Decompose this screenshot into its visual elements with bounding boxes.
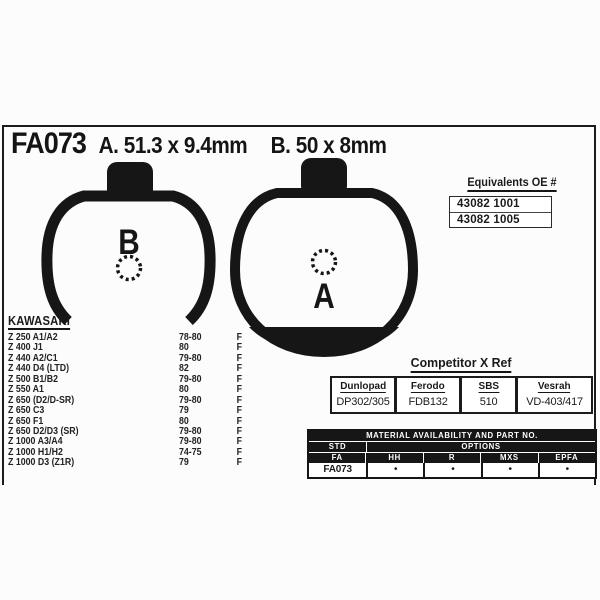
fitment-rows <box>8 333 260 469</box>
fitment-years: 79-80 <box>179 352 202 364</box>
fitment-model: Z 250 A1/A2 <box>8 332 58 343</box>
fitment-position: F <box>236 342 242 354</box>
oe-equivalents-section <box>443 177 581 228</box>
competitor-column-header: Dunlopad <box>340 380 387 392</box>
fitment-model: Z 440 D4 (LTD) <box>8 363 70 375</box>
page-title <box>11 127 387 161</box>
material-option-column: MXS <box>481 453 537 463</box>
fitment-years: 82 <box>179 363 189 375</box>
fitment-years: 79-80 <box>179 373 202 385</box>
fitment-years: 79-80 <box>179 394 202 406</box>
pad-b-label: B <box>118 222 140 262</box>
pad-a-label: A <box>313 276 335 316</box>
dimension-a: A. 51.3 x 9.4mm <box>98 132 248 158</box>
oe-equivalents-table <box>449 196 552 228</box>
fitment-model: Z 1000 A3/A4 <box>8 436 63 448</box>
fitment-years: 79 <box>179 405 189 417</box>
material-availability-table <box>307 429 597 479</box>
material-column-headers <box>309 453 595 463</box>
fitment-brand-heading: KAWASAKI <box>8 314 71 328</box>
availability-dot: • <box>481 463 538 477</box>
fitment-row <box>8 406 260 416</box>
part-number: FA073 <box>11 127 87 160</box>
competitor-xref-section <box>330 355 593 414</box>
material-values-row <box>309 463 595 477</box>
competitor-column-header: SBS <box>459 378 515 394</box>
fitment-model: Z 440 A2/C1 <box>8 352 58 364</box>
fitment-position: F <box>236 394 242 406</box>
material-table-title: MATERIAL AVAILABILITY AND PART NO. <box>309 431 595 441</box>
fitment-years: 80 <box>179 342 189 354</box>
competitor-part-number: FDB132 <box>394 394 459 412</box>
fitment-row <box>8 375 260 385</box>
fitment-position: F <box>236 457 242 469</box>
material-table-group-row <box>309 442 595 452</box>
fitment-model: Z 500 B1/B2 <box>8 373 58 385</box>
oe-number: 43082 1005 <box>450 212 551 227</box>
oe-number: 43082 1001 <box>457 198 520 210</box>
competitor-part-number: VD-403/417 <box>515 394 591 412</box>
fitment-years: 79-80 <box>179 425 202 437</box>
fitment-model: Z 650 C3 <box>8 405 45 417</box>
fitment-row <box>8 396 260 406</box>
fitment-position: F <box>236 352 242 364</box>
fitment-model: Z 400 J1 <box>8 342 43 354</box>
fitment-years: 80 <box>179 415 189 427</box>
fitment-position: F <box>236 405 242 417</box>
material-part-number: FA073 <box>323 464 352 475</box>
fitment-years: 78-80 <box>179 332 202 343</box>
fitment-row <box>8 333 260 343</box>
oe-equivalents-heading: Equivalents OE # <box>443 177 581 192</box>
availability-dot: • <box>423 463 480 477</box>
availability-dot: • <box>538 463 595 477</box>
material-option-column: R <box>424 453 480 463</box>
competitor-part-number: DP302/305 <box>336 396 390 408</box>
fitment-position: F <box>236 415 242 427</box>
std-group-header: STD <box>309 442 366 452</box>
fitment-model: Z 650 F1 <box>8 415 44 427</box>
fitment-model: Z 1000 D3 (Z1R) <box>8 457 75 469</box>
fitment-position: F <box>236 436 242 448</box>
fitment-model: Z 550 A1 <box>8 384 44 396</box>
fitment-model: Z 650 D2/D3 (SR) <box>8 425 79 437</box>
fitment-model: Z 1000 H1/H2 <box>8 446 63 458</box>
fitment-years: 80 <box>179 384 189 396</box>
material-std-column: FA <box>309 453 365 463</box>
fitment-years: 74-75 <box>179 446 202 458</box>
fitment-position: F <box>236 384 242 396</box>
material-option-column: EPFA <box>539 453 595 463</box>
fitment-years: 79-80 <box>179 436 202 448</box>
fitment-position: F <box>236 332 242 343</box>
fitment-row <box>8 458 260 468</box>
dimension-b: B. 50 x 8mm <box>270 132 387 158</box>
fitment-position: F <box>236 373 242 385</box>
fitment-years: 79 <box>179 457 189 469</box>
availability-dot: • <box>366 463 423 477</box>
competitor-part-number: 510 <box>459 394 515 412</box>
competitor-column-header: Vesrah <box>515 378 591 394</box>
fitment-position: F <box>236 446 242 458</box>
competitor-xref-table <box>330 376 593 414</box>
options-group-header: OPTIONS <box>367 442 595 452</box>
competitor-column-header: Ferodo <box>394 378 459 394</box>
fitment-position: F <box>236 363 242 375</box>
fitment-model: Z 650 (D2/D-SR) <box>8 394 75 406</box>
competitor-xref-heading: Competitor X Ref <box>330 355 593 373</box>
fitment-position: F <box>236 425 242 437</box>
fitment-section <box>8 314 260 469</box>
material-option-column: HH <box>366 453 422 463</box>
